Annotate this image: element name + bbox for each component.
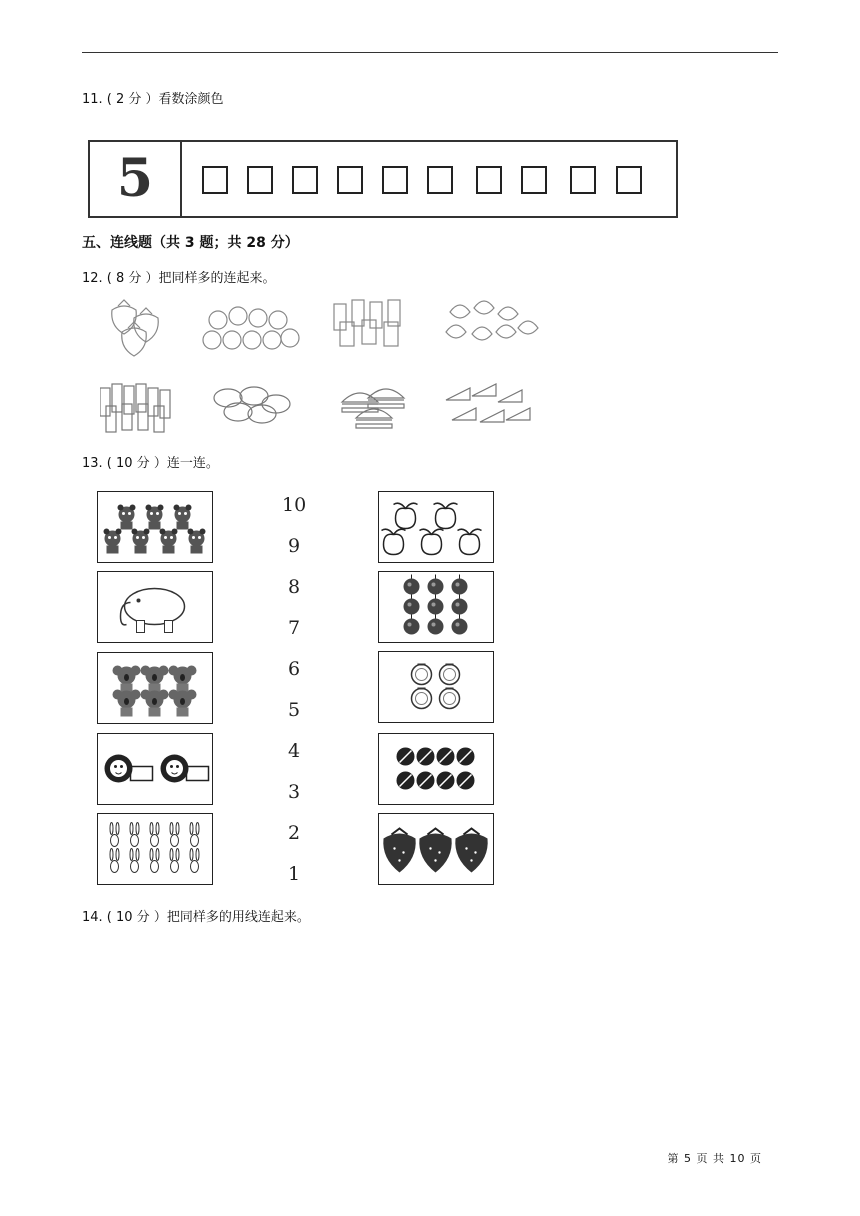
rabbit-icon — [190, 849, 199, 873]
rabbit-icon — [190, 823, 199, 847]
koala-icon — [113, 690, 141, 717]
orange-icon — [428, 575, 444, 595]
peach-icon — [446, 301, 538, 340]
cake-slice-icon — [446, 384, 530, 422]
watermelon-icon — [437, 772, 455, 790]
rabbit-icon — [130, 849, 139, 873]
potato-icon — [214, 387, 290, 423]
color-by-number-box — [88, 140, 678, 218]
watermelon-icon — [417, 748, 435, 766]
question-14-label: 14. ( 10 分 ）把同样多的用线连起来。 — [82, 910, 310, 925]
left-picture-panel[interactable] — [97, 652, 213, 724]
color-square[interactable] — [616, 166, 642, 194]
bear-icon — [160, 529, 178, 554]
strawberry-icon — [419, 829, 451, 873]
color-square[interactable] — [337, 166, 363, 194]
orange-icon — [452, 615, 468, 635]
orange-icon — [452, 595, 468, 615]
section-title: 五、连线题（共 3 题；共 28 分） — [82, 235, 299, 251]
number-3[interactable]: 3 — [287, 781, 301, 803]
question-11-label: 11. ( 2 分 ）看数涂颜色 — [82, 92, 224, 107]
koala-icon — [141, 690, 169, 717]
peach-icon — [420, 529, 444, 554]
right-picture-panel[interactable] — [378, 491, 494, 563]
bear-group — [98, 492, 211, 561]
rabbit-icon — [110, 823, 119, 847]
watermelon-icon — [457, 772, 475, 790]
question-12-pictures — [100, 292, 560, 442]
orange-icon — [452, 575, 468, 595]
koala-icon — [141, 666, 169, 693]
water-bottle-icon — [100, 384, 170, 432]
number-7[interactable]: 7 — [287, 617, 301, 639]
color-square[interactable] — [292, 166, 318, 194]
orange-icon — [404, 575, 420, 595]
orange-icon — [428, 615, 444, 635]
page-footer: 第 5 页 共 10 页 — [667, 1152, 762, 1165]
left-picture-panel[interactable] — [97, 491, 213, 563]
number-6[interactable]: 6 — [287, 658, 301, 680]
bear-icon — [104, 529, 122, 554]
rabbit-icon — [110, 849, 119, 873]
color-square[interactable] — [570, 166, 596, 194]
apple-icon — [203, 307, 299, 349]
rabbit-icon — [170, 849, 179, 873]
question-13-label: 13. ( 10 分 ）连一连。 — [82, 456, 219, 471]
lion-group — [98, 734, 211, 803]
orange-icon — [404, 595, 420, 615]
melon-icon — [412, 689, 432, 709]
number-1[interactable]: 1 — [287, 863, 301, 885]
strawberry-icon — [112, 300, 159, 356]
burger-icon — [342, 389, 404, 428]
koala-group — [98, 653, 211, 722]
right-picture-panel[interactable] — [378, 651, 494, 723]
strawberry-icon — [455, 829, 487, 873]
bear-icon — [132, 529, 150, 554]
watermelon-icon — [417, 772, 435, 790]
peach-icon — [458, 529, 482, 554]
melon-icon — [412, 665, 432, 685]
bear-icon — [118, 505, 136, 530]
number-9[interactable]: 9 — [287, 535, 301, 557]
peach-icon — [434, 503, 458, 528]
number-2[interactable]: 2 — [287, 822, 301, 844]
color-square[interactable] — [427, 166, 453, 194]
right-picture-panel[interactable] — [378, 571, 494, 643]
right-picture-panel[interactable] — [378, 733, 494, 805]
peach-group — [379, 492, 492, 561]
left-picture-panel[interactable] — [97, 813, 213, 885]
color-square[interactable] — [247, 166, 273, 194]
bear-icon — [174, 505, 192, 530]
rabbit-icon — [130, 823, 139, 847]
number-4[interactable]: 4 — [287, 740, 301, 762]
elephant-group — [98, 572, 211, 641]
rabbit-icon — [150, 849, 159, 873]
watermelon-icon — [437, 748, 455, 766]
watermelon-icon — [397, 748, 415, 766]
watermelon-group — [379, 734, 492, 803]
elephant-icon — [121, 589, 185, 633]
melon-icon — [440, 665, 460, 685]
orange-icon — [428, 595, 444, 615]
header-rule — [82, 52, 778, 53]
lion-icon — [161, 755, 209, 783]
orange-icon — [404, 615, 420, 635]
rabbit-icon — [170, 823, 179, 847]
left-picture-panel[interactable] — [97, 571, 213, 643]
koala-icon — [113, 666, 141, 693]
number-cell: 5 — [90, 142, 182, 216]
bear-icon — [188, 529, 206, 554]
strawberry-icon — [383, 829, 415, 873]
watermelon-icon — [397, 772, 415, 790]
koala-icon — [169, 690, 197, 717]
color-square[interactable] — [382, 166, 408, 194]
number-5[interactable]: 5 — [287, 699, 301, 721]
peach-icon — [394, 503, 418, 528]
watermelon-icon — [457, 748, 475, 766]
orange-group — [379, 572, 492, 641]
question-12-label: 12. ( 8 分 ）把同样多的连起来。 — [82, 271, 276, 286]
number-8[interactable]: 8 — [287, 576, 301, 598]
bottle-icon — [334, 300, 400, 346]
rabbit-group — [98, 814, 211, 883]
bear-icon — [146, 505, 164, 530]
color-square[interactable] — [476, 166, 502, 194]
lion-icon — [105, 755, 153, 783]
koala-icon — [169, 666, 197, 693]
color-square[interactable] — [202, 166, 228, 194]
peach-icon — [382, 529, 406, 554]
rabbit-icon — [150, 823, 159, 847]
strawberry-group — [379, 814, 492, 883]
right-picture-panel[interactable] — [378, 813, 494, 885]
left-picture-panel[interactable] — [97, 733, 213, 805]
melon-icon — [440, 689, 460, 709]
color-square[interactable] — [521, 166, 547, 194]
melon-group — [379, 652, 492, 721]
number-10[interactable]: 10 — [282, 494, 307, 516]
